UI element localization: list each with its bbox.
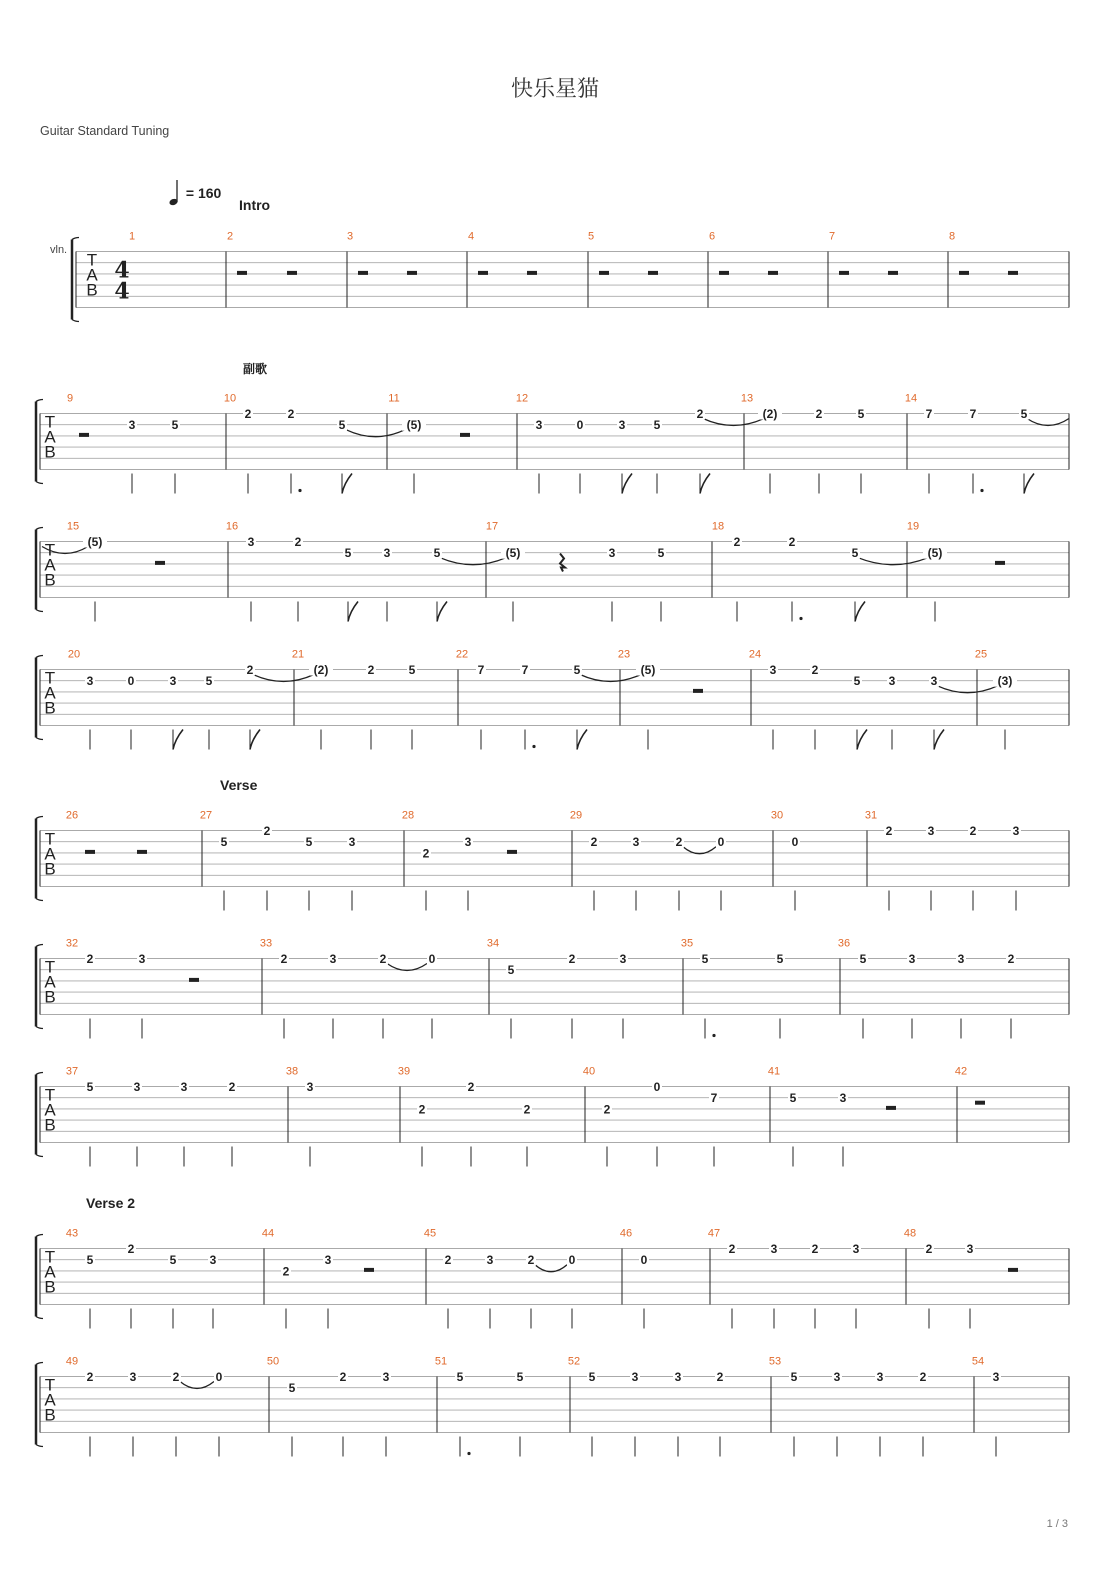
fret-number: 7: [925, 407, 933, 421]
half-rest: [287, 271, 297, 275]
half-rest: [189, 978, 199, 982]
measure-number: 29: [569, 809, 583, 822]
fret-number: 0: [640, 1253, 648, 1268]
half-rest: [886, 1106, 896, 1110]
half-rest: [768, 271, 778, 275]
measure-number: 35: [680, 937, 694, 950]
fret-number: 2: [568, 952, 576, 966]
measure-number: 6: [708, 230, 716, 243]
fret-number: (5): [640, 663, 656, 677]
half-rest: [137, 850, 147, 854]
fret-number: (5): [505, 546, 521, 561]
fret-number: 5: [408, 663, 416, 677]
fret-number: 2: [244, 407, 252, 421]
measure-number: 9: [66, 392, 74, 405]
tab-clef-letter: B: [44, 1115, 56, 1135]
fret-number: 3: [992, 1370, 1000, 1384]
fret-number: 2: [246, 663, 254, 677]
tab-clef-letter: B: [44, 1277, 56, 1297]
tab-staff-system: [36, 656, 1069, 740]
fret-number: 3: [930, 674, 938, 689]
bracket-bottom: [36, 1155, 43, 1157]
fret-number: 0: [215, 1370, 223, 1384]
fret-number: 7: [521, 663, 529, 677]
fret-number: 2: [811, 663, 819, 677]
section-label: Intro: [239, 197, 271, 213]
note-flag: [577, 730, 587, 750]
dot: [298, 489, 301, 492]
fret-number: 5: [789, 1091, 797, 1106]
tab-clef-letter: A: [44, 844, 56, 864]
fret-number: 3: [927, 824, 935, 838]
half-rest: [1008, 1268, 1018, 1272]
fret-number: 3: [852, 1242, 860, 1256]
measure-number: 16: [225, 520, 239, 533]
half-rest: [648, 271, 658, 275]
tab-clef-letter: B: [44, 442, 56, 462]
fret-number: 5: [588, 1370, 596, 1384]
fret-number: 5: [338, 418, 346, 433]
dot: [467, 1452, 470, 1455]
fret-number: 0: [717, 835, 725, 850]
fret-number: 5: [288, 1381, 296, 1396]
measure-number: 27: [199, 809, 213, 822]
fret-number: 3: [209, 1253, 217, 1268]
half-rest: [358, 271, 368, 275]
half-rest: [995, 561, 1005, 565]
bracket-top: [36, 1363, 43, 1365]
measure-number: 10: [223, 392, 237, 405]
note-flag: [173, 730, 183, 750]
fret-number: 7: [477, 663, 485, 677]
fret-number: 2: [527, 1253, 535, 1268]
tab-staff-system: [36, 1363, 1069, 1447]
note-flag: [855, 602, 865, 622]
fret-number: 3: [383, 546, 391, 561]
fret-number: 5: [205, 674, 213, 689]
measure-number: 13: [740, 392, 754, 405]
bracket-top: [36, 528, 43, 530]
half-rest: [527, 271, 537, 275]
fret-number: 5: [507, 963, 515, 978]
bracket-top: [36, 1235, 43, 1237]
fret-number: (3): [997, 674, 1013, 689]
measure-number: 48: [903, 1227, 917, 1240]
tab-clef-letter: B: [86, 280, 98, 300]
bracket-bottom: [36, 899, 43, 901]
note-flag: [437, 602, 447, 622]
dot: [980, 489, 983, 492]
measure-number: 46: [619, 1227, 633, 1240]
fret-number: 5: [657, 546, 665, 561]
dot: [532, 745, 535, 748]
fret-number: 2: [788, 535, 796, 549]
tab-clef-letter: T: [44, 540, 56, 560]
tab-clef-letter: T: [44, 412, 56, 432]
bracket-top: [36, 656, 43, 658]
measure-number: 42: [954, 1065, 968, 1078]
measure-number: 18: [711, 520, 725, 533]
measure-number: 51: [434, 1355, 448, 1368]
half-rest: [507, 850, 517, 854]
bracket-top: [72, 238, 79, 240]
quarter-rest: [560, 554, 565, 572]
measure-number: 21: [291, 648, 305, 661]
fret-number: (5): [87, 535, 103, 549]
tab-clef-letter: A: [44, 555, 56, 575]
fret-number: 3: [133, 1080, 141, 1094]
fret-number: 2: [294, 535, 302, 549]
tab-clef-letter: T: [44, 957, 56, 977]
bracket-top: [36, 1073, 43, 1075]
fret-number: 3: [128, 418, 136, 433]
fret-number: 2: [728, 1242, 736, 1256]
fret-number: 2: [919, 1370, 927, 1384]
fret-number: 2: [367, 663, 375, 677]
measure-number: 7: [828, 230, 836, 243]
tab-clef-letter: A: [44, 972, 56, 992]
note-flag: [348, 602, 358, 622]
fret-number: 5: [433, 546, 441, 561]
tab-clef-letter: A: [44, 1262, 56, 1282]
fret-number: 2: [811, 1242, 819, 1256]
fret-number: 3: [769, 663, 777, 677]
fret-number: 2: [86, 1370, 94, 1384]
tab-clef-letter: A: [86, 265, 98, 285]
tab-staff-system: [36, 528, 1069, 612]
measure-number: 34: [486, 937, 500, 950]
measure-number: 26: [65, 809, 79, 822]
measure-number: 30: [770, 809, 784, 822]
fret-number: 3: [618, 418, 626, 433]
half-rest: [79, 433, 89, 437]
section-label: 副歌: [243, 362, 268, 376]
fret-number: 3: [486, 1253, 494, 1268]
fret-number: 3: [464, 835, 472, 850]
tab-staff-system: [36, 1073, 1069, 1157]
bracket-top: [36, 400, 43, 402]
tab-staff-system: [72, 238, 1069, 322]
measure-number: 14: [904, 392, 918, 405]
fret-number: 5: [456, 1370, 464, 1384]
fret-number: 2: [590, 835, 598, 850]
tab-clef-letter: A: [44, 1390, 56, 1410]
bracket-bottom: [36, 610, 43, 612]
half-rest: [599, 271, 609, 275]
fret-number: 2: [444, 1253, 452, 1268]
fret-number: 3: [770, 1242, 778, 1256]
measure-number: 36: [837, 937, 851, 950]
fret-number: 5: [305, 835, 313, 850]
tab-staff-system: [36, 817, 1069, 901]
fret-number: 3: [329, 952, 337, 966]
measure-number: 17: [485, 520, 499, 533]
fret-number: 3: [908, 952, 916, 966]
measure-number: 11: [388, 392, 400, 405]
measure-number: 45: [423, 1227, 437, 1240]
fret-number: 2: [127, 1242, 135, 1256]
measure-number: 53: [768, 1355, 782, 1368]
fret-number: 0: [428, 952, 436, 966]
fret-number: 0: [568, 1253, 576, 1268]
measure-number: 5: [587, 230, 595, 243]
half-rest: [85, 850, 95, 854]
fret-number: 5: [653, 418, 661, 433]
fret-number: 3: [674, 1370, 682, 1384]
half-rest: [719, 271, 729, 275]
measure-number: 4: [467, 230, 475, 243]
fret-number: 2: [696, 407, 704, 421]
measure-number: 52: [567, 1355, 581, 1368]
page-number: 1 / 3: [1046, 1518, 1068, 1530]
measure-number: 47: [707, 1227, 721, 1240]
fret-number: 2: [925, 1242, 933, 1256]
fret-number: 3: [1012, 824, 1020, 838]
measure-number: 54: [971, 1355, 985, 1368]
fret-number: 3: [876, 1370, 884, 1384]
bracket-bottom: [72, 320, 79, 322]
note-flag: [700, 474, 710, 494]
tempo-value: = 160: [185, 185, 222, 201]
measure-number: 28: [401, 809, 415, 822]
tab-clef-letter: B: [44, 570, 56, 590]
measure-number: 37: [65, 1065, 79, 1078]
measure-number: 20: [67, 648, 81, 661]
fret-number: 5: [171, 418, 179, 433]
fret-number: 3: [86, 674, 94, 689]
bracket-bottom: [36, 738, 43, 740]
measure-number: 43: [65, 1227, 79, 1240]
measure-number: 23: [617, 648, 631, 661]
fret-number: 3: [169, 674, 177, 689]
half-rest: [839, 271, 849, 275]
half-rest: [478, 271, 488, 275]
instrument-label: vln.: [50, 244, 68, 256]
fret-number: 5: [859, 952, 867, 966]
fret-number: 7: [710, 1091, 718, 1106]
tab-clef-letter: T: [44, 829, 56, 849]
tab-clef-letter: A: [44, 427, 56, 447]
fret-number: (2): [762, 407, 778, 421]
dot: [712, 1034, 715, 1037]
tab-clef-letter: B: [44, 859, 56, 879]
fret-number: 2: [523, 1102, 531, 1117]
section-label: Verse 2: [86, 1195, 136, 1211]
section-label: Verse: [220, 777, 258, 793]
measure-number: 2: [226, 230, 234, 243]
fret-number: 2: [675, 835, 683, 850]
tab-clef-letter: T: [44, 1085, 56, 1105]
measure-number: 49: [65, 1355, 79, 1368]
fret-number: 3: [138, 952, 146, 966]
measure-number: 3: [346, 230, 354, 243]
measure-number: 44: [261, 1227, 275, 1240]
fret-number: 2: [379, 952, 387, 966]
fret-number: 5: [220, 835, 228, 850]
fret-number: 3: [839, 1091, 847, 1106]
tab-clef-letter: A: [44, 1100, 56, 1120]
time-signature-denominator: 4: [114, 278, 130, 305]
fret-number: 5: [857, 407, 865, 421]
fret-number: 5: [851, 546, 859, 561]
fret-number: (5): [927, 546, 943, 561]
fret-number: 2: [339, 1370, 347, 1384]
half-rest: [1008, 271, 1018, 275]
fret-number: 2: [228, 1080, 236, 1094]
fret-number: 2: [172, 1370, 180, 1384]
fret-number: 3: [324, 1253, 332, 1268]
fret-number: 7: [969, 407, 977, 421]
fret-number: 2: [282, 1264, 290, 1279]
fret-number: 2: [422, 846, 430, 861]
fret-number: 0: [127, 674, 135, 689]
half-rest: [888, 271, 898, 275]
half-rest: [237, 271, 247, 275]
fret-number: 3: [535, 418, 543, 433]
fret-number: 2: [733, 535, 741, 549]
fret-number: 3: [348, 835, 356, 850]
half-rest: [155, 561, 165, 565]
tab-clef-letter: A: [44, 683, 56, 703]
fret-number: 3: [833, 1370, 841, 1384]
tab-clef-letter: T: [44, 1247, 56, 1267]
measure-number: 19: [906, 520, 920, 533]
half-rest: [460, 433, 470, 437]
note-flag: [622, 474, 632, 494]
fret-number: 5: [86, 1080, 94, 1094]
tab-clef-letter: T: [44, 1375, 56, 1395]
note-flag: [342, 474, 352, 494]
measure-number: 33: [259, 937, 273, 950]
half-rest: [693, 689, 703, 693]
fret-number: 3: [180, 1080, 188, 1094]
measure-number: 12: [515, 392, 529, 405]
tab-clef-letter: B: [44, 1405, 56, 1425]
half-rest: [959, 271, 969, 275]
fret-number: 5: [790, 1370, 798, 1384]
fret-number: 2: [885, 824, 893, 838]
fret-number: 0: [653, 1080, 661, 1094]
measure-number: 41: [767, 1065, 781, 1078]
fret-number: 5: [573, 663, 581, 677]
half-rest: [407, 271, 417, 275]
fret-number: 2: [287, 407, 295, 421]
fret-number: 0: [576, 418, 584, 433]
tab-clef-letter: B: [44, 698, 56, 718]
fret-number: 3: [619, 952, 627, 966]
fret-number: 3: [631, 1370, 639, 1384]
measure-number: 32: [65, 937, 79, 950]
measure-number: 31: [864, 809, 878, 822]
note-flag: [1024, 474, 1034, 494]
fret-number: 5: [1020, 407, 1028, 421]
bracket-bottom: [36, 1317, 43, 1319]
bracket-bottom: [36, 1027, 43, 1029]
fret-number: 3: [957, 952, 965, 966]
fret-number: 2: [263, 824, 271, 838]
fret-number: 3: [966, 1242, 974, 1256]
tab-clef-letter: T: [44, 668, 56, 688]
tab-staff-system: [36, 400, 1069, 484]
fret-number: 5: [853, 674, 861, 689]
fret-number: 5: [344, 546, 352, 561]
time-signature-numerator: 4: [114, 257, 130, 284]
measure-number: 15: [66, 520, 80, 533]
fret-number: (2): [313, 663, 329, 677]
tuning-label: Guitar Standard Tuning: [40, 124, 170, 138]
tab-staff-system: [36, 1235, 1069, 1319]
fret-number: 2: [969, 824, 977, 838]
fret-number: 2: [603, 1102, 611, 1117]
half-rest: [975, 1101, 985, 1105]
fret-number: 3: [608, 546, 616, 561]
fret-number: 3: [129, 1370, 137, 1384]
measure-number: 50: [266, 1355, 280, 1368]
measure-number: 1: [128, 230, 136, 243]
note-flag: [857, 730, 867, 750]
tab-clef-letter: B: [44, 987, 56, 1007]
note-flag: [250, 730, 260, 750]
bracket-top: [36, 817, 43, 819]
fret-number: 3: [632, 835, 640, 850]
bracket-bottom: [36, 482, 43, 484]
fret-number: 5: [776, 952, 784, 966]
fret-number: 3: [888, 674, 896, 689]
fret-number: 5: [169, 1253, 177, 1268]
measure-number: 38: [285, 1065, 299, 1078]
half-rest: [364, 1268, 374, 1272]
fret-number: 3: [247, 535, 255, 549]
fret-number: 2: [716, 1370, 724, 1384]
bracket-bottom: [36, 1445, 43, 1447]
dot: [799, 617, 802, 620]
fret-number: 5: [701, 952, 709, 966]
measure-number: 22: [455, 648, 469, 661]
fret-number: 3: [382, 1370, 390, 1384]
measure-number: 24: [748, 648, 762, 661]
fret-number: 5: [516, 1370, 524, 1384]
bracket-top: [36, 945, 43, 947]
fret-number: 2: [280, 952, 288, 966]
measure-number: 40: [582, 1065, 596, 1078]
fret-number: 0: [791, 835, 799, 850]
note-flag: [934, 730, 944, 750]
fret-number: 2: [86, 952, 94, 966]
fret-number: 2: [1007, 952, 1015, 966]
tab-clef-letter: T: [86, 250, 98, 270]
fret-number: (5): [406, 418, 422, 433]
measure-number: 8: [948, 230, 956, 243]
fret-number: 5: [86, 1253, 94, 1268]
fret-number: 2: [418, 1102, 426, 1117]
song-title: 快乐星猫: [510, 77, 599, 102]
measure-number: 25: [974, 648, 988, 661]
fret-number: 3: [306, 1080, 314, 1094]
measure-number: 39: [397, 1065, 411, 1078]
fret-number: 2: [467, 1080, 475, 1094]
fret-number: 2: [815, 407, 823, 421]
